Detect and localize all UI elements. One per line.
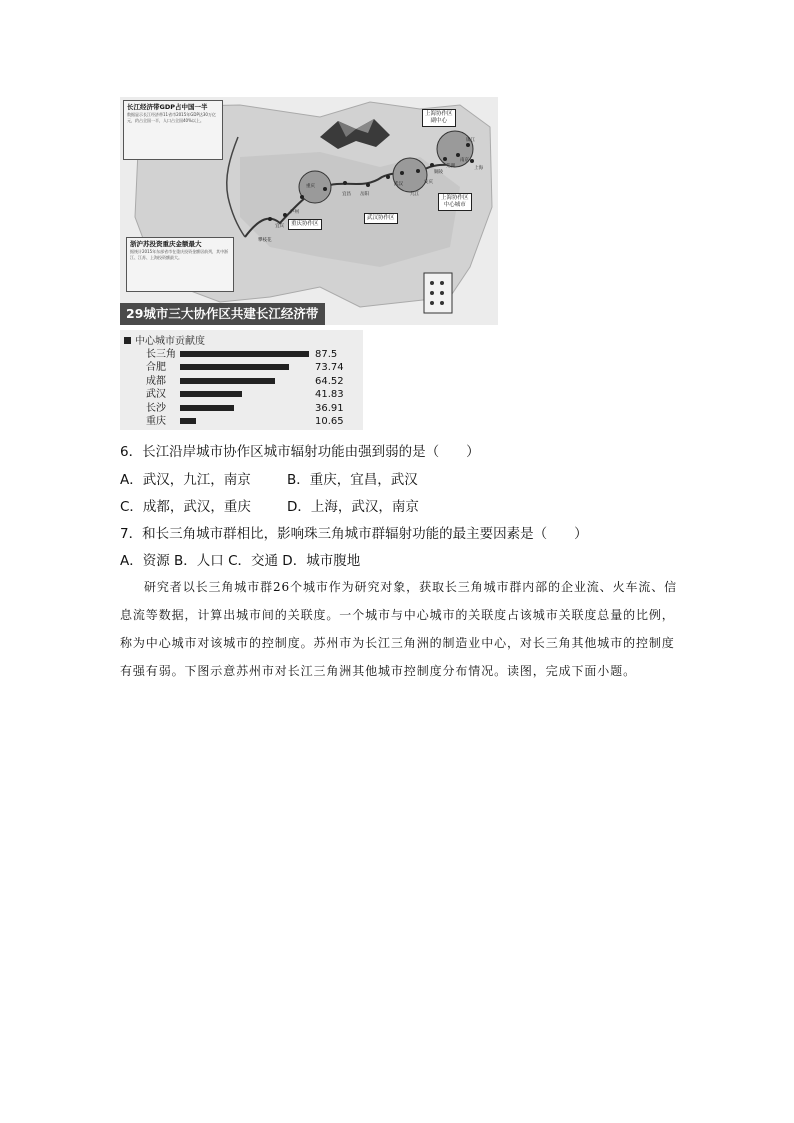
chart-title-text: 中心城市贡献度 xyxy=(135,336,205,347)
passage-text: 研究者以长三角城市群26个城市作为研究对象，获取长三角城市群内部的企业流、火车流、信息流等数据，计算出城市间的关联度。一个城市与中心城市的关联度占该城市关联度总量的比例，称为中心城市对该城市的控制度。苏州市为长江三角洲的制造业中心，对长三角其他城市的控制度有强有弱。下图示意苏州市对长江三角洲其他城市控制度分布情况。读图，完成下面小题。 xyxy=(120,580,678,678)
callout-gdp-body: 数据显示长江经济带11省市2015年GDP达30万亿元，约占全国一半，人口占全国40%以上。 xyxy=(127,112,216,123)
bar xyxy=(180,418,196,424)
zone-label-shanghai-center: 上海协作区 中心城市 xyxy=(438,193,472,211)
chart-row xyxy=(120,402,363,415)
value-label: 10.65 xyxy=(315,416,344,427)
place-label: 武汉 xyxy=(394,182,403,187)
question-7-stem: 7．和长三角城市群相比，影响珠三角城市群辐射功能的最主要因素是（ ） xyxy=(120,526,588,542)
bar xyxy=(180,391,242,397)
category-label: 长三角 xyxy=(146,349,176,360)
chart-row xyxy=(120,388,363,401)
question-6-option-d: D．上海，武汉，南京 xyxy=(287,499,419,515)
category-label: 成都 xyxy=(146,375,166,387)
place-label: 泸州 xyxy=(290,210,299,215)
category-label: 武汉 xyxy=(146,389,166,401)
value-label: 64.52 xyxy=(315,375,344,387)
chart-row xyxy=(120,361,363,374)
place-label: 宜昌 xyxy=(342,192,351,197)
title-square-icon xyxy=(124,337,131,344)
question-6-option-a: A．武汉，九江，南京 xyxy=(120,472,251,488)
value-label: 36.91 xyxy=(315,402,344,414)
place-label: 南京 xyxy=(460,158,469,163)
category-label: 长沙 xyxy=(146,402,166,414)
zone-label-wuhan: 武汉协作区 xyxy=(364,213,398,224)
zone-label-shanghai-sub: 上海协作区 副中心 xyxy=(422,109,456,127)
callout-investment-title: 浙沪苏投资重庆金额最大 xyxy=(130,240,202,248)
value-label: 73.74 xyxy=(315,362,344,374)
chongqing-zone-circle xyxy=(299,171,331,203)
place-label: 铜陵 xyxy=(434,170,443,175)
place-label: 攀枝花 xyxy=(258,238,272,243)
chart-row xyxy=(120,415,363,428)
question-6-option-b: B．重庆，宜昌，武汉 xyxy=(287,472,418,488)
place-label: 重庆 xyxy=(306,184,315,189)
place-label: 九江 xyxy=(410,192,419,197)
contribution-chart xyxy=(120,330,363,430)
chart-row xyxy=(120,348,363,361)
category-label: 合肥 xyxy=(146,362,166,374)
place-label: 上海 xyxy=(474,166,483,171)
chart-title xyxy=(124,332,205,347)
place-label: 安庆 xyxy=(424,180,433,185)
category-label: 重庆 xyxy=(146,416,166,427)
map-legend xyxy=(424,273,452,313)
reading-passage xyxy=(120,573,680,685)
question-6-option-c: C．成都，武汉，重庆 xyxy=(120,499,251,515)
callout-investment xyxy=(126,237,234,292)
yangtze-economic-belt-map xyxy=(120,97,498,325)
callout-gdp-title: 长江经济带GDP占中国一半 xyxy=(127,103,208,111)
callout-gdp xyxy=(123,100,223,160)
place-label: 镇江 xyxy=(466,138,475,143)
place-label: 芜湖 xyxy=(446,164,455,169)
bar xyxy=(180,351,309,357)
place-label: 宜宾 xyxy=(275,224,284,229)
map-banner-title: 29城市三大协作区共建长江经济带 xyxy=(120,303,325,325)
place-label: 岳阳 xyxy=(360,192,369,197)
zone-label-chongqing: 重庆协作区 xyxy=(288,219,322,230)
value-label: 87.5 xyxy=(315,349,338,360)
question-7-options: A．资源 B．人口 C．交通 D．城市腹地 xyxy=(120,553,361,569)
bar xyxy=(180,364,289,370)
bar xyxy=(180,405,234,411)
bar xyxy=(180,378,275,384)
callout-investment-body: 据统计2015年东部省市在重庆投资金额居前列，其中浙江、江苏、上海投资额最大。 xyxy=(130,249,229,260)
question-6-stem: 6．长江沿岸城市协作区城市辐射功能由强到弱的是（ ） xyxy=(120,444,480,460)
chart-row xyxy=(120,375,363,388)
value-label: 41.83 xyxy=(315,389,344,401)
